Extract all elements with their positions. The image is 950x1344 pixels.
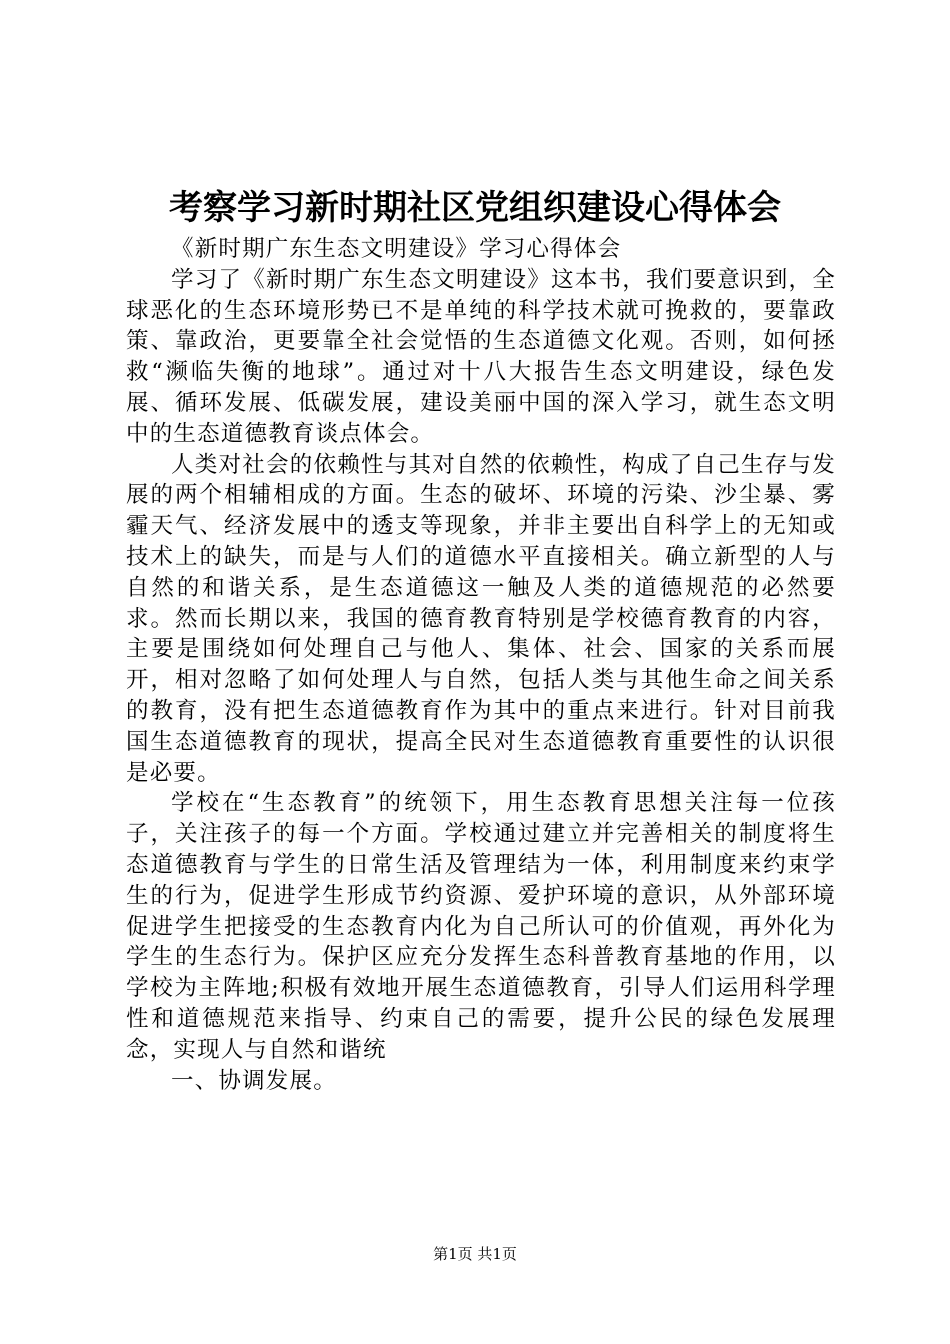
- body-paragraph: 学习了《新时期广东生态文明建设》这本书，我们要意识到，全球恶化的生态环境形势已不是单纯的科学技术就可挽救的，要靠政策、靠政治，更要靠全社会觉悟的生态道德文化观。否则，如何拯救“濒临失衡的地球”。通过对十八大报告生态文明建设，绿色发展、循环发展、低碳发展，建设美丽中国的深入学习，就生态文明中的生态道德教育谈点体会。: [126, 266, 836, 447]
- body-paragraph: 学校在“生态教育”的统领下，用生态教育思想关注每一位孩子，关注孩子的每一个方面。学校通过建立并完善相关的制度将生态道德教育与学生的日常生活及管理结为一体，利用制度来约束学生的行为，促进学生形成节约资源、爱护环境的意识，从外部环境促进学生把接受的生态教育内化为自己所认可的价值观，再外化为学生的生态行为。保护区应充分发挥生态科普教育基地的作用，以学校为主阵地;积极有效地开展生态道德教育，引导人们运用科学理性和道德规范来指导、约束自己的需要，提升公民的绿色发展理念，实现人与自然和谐统: [126, 790, 836, 1063]
- document-title: 考察学习新时期社区党组织建设心得体会: [169, 188, 781, 228]
- body-paragraph: 人类对社会的依赖性与其对自然的依赖性，构成了自己生存与发展的两个相辅相成的方面。生态的破坏、环境的污染、沙尘暴、雾霾天气、经济发展中的透支等现象，并非主要出自科学上的无知或技术上的缺失，而是与人们的道德水平直接相关。确立新型的人与自然的和谐关系，是生态道德这一触及人类的道德规范的必然要求。然而长期以来，我国的德育教育特别是学校德育教育的内容，主要是围绕如何处理自己与他人、集体、社会、国家的关系而展开，相对忽略了如何处理人与自然，包括人类与其他生命之间关系的教育，没有把生态道德教育作为其中的重点来进行。针对目前我国生态道德教育的现状，提高全民对生态道德教育重要性的认识很是必要。: [126, 451, 836, 786]
- page-footer: 第1页 共1页: [433, 1245, 517, 1263]
- subtitle-paragraph: 《新时期广东生态文明建设》学习心得体会: [171, 236, 622, 262]
- section-heading-paragraph: 一、协调发展。: [171, 1067, 337, 1094]
- document-body: [126, 234, 836, 1096]
